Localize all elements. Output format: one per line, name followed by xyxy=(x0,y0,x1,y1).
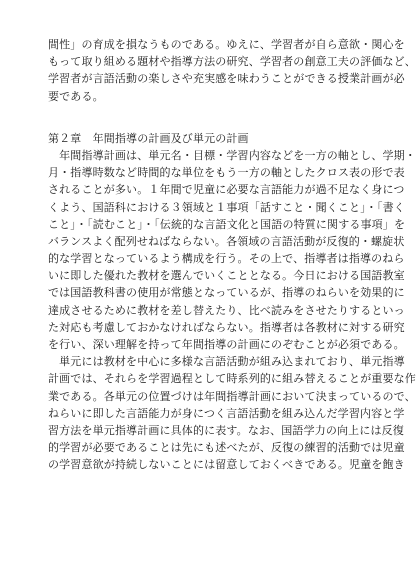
text-line: 要である。 xyxy=(48,89,104,103)
text-line: 業である。各単元の位置づけは年間指導計画において決まっているので、 xyxy=(48,389,416,403)
text-line: バランスよく配列せねばならない。各領域の言語活動が反復的・螺旋状 xyxy=(48,234,405,248)
text-line: 単元には教材を中心に多様な言語活動が組み込まれており、単元指導 xyxy=(48,355,405,369)
paragraph-annual-plan xyxy=(48,147,416,353)
text-line: ねらいに即した言語能力が身につく言語活動を組み込んだ学習内容と学 xyxy=(48,406,405,420)
text-line: を行い、深い理解を持って年間指導の計画にのぞむことが必須である。 xyxy=(48,338,405,351)
text-line: 的な学習となっているよう構成を行う。その上で、指導者は指導のねら xyxy=(48,252,405,266)
text-line: もって取り組める題材や指導方法の研究、学習者の創意工夫の評価など、 xyxy=(48,55,416,69)
text-line: た対応も考慮しておかなければならない。指導者は各教材に対する研究 xyxy=(48,320,405,334)
text-line: こと」・「読むこと」・「伝統的な言語文化と国語の特質に関する事項」を xyxy=(48,217,406,231)
section-gap xyxy=(48,105,364,130)
text-line: 月・指導時数など時間的な単位をもう一方の軸としたクロス表の形で表 xyxy=(48,166,405,180)
text-line: 的学習が必要であることは先にも述べたが、反復の練習的活動では児童 xyxy=(48,441,405,455)
text-line: されることが多い。１年間で児童に必要な言語能力が過不足なく身につ xyxy=(48,183,405,197)
text-line: いに即した優れた教材を選んでいくこととなる。今日における国語教室 xyxy=(48,269,405,283)
text-line: 計画では、それらを学習過程として時系列的に組み替えることが重要な作 xyxy=(48,372,416,386)
text-line: 年間指導計画は、単元名・目標・学習内容などを一方の軸とし、学期・ xyxy=(48,148,416,162)
chapter-heading: 第２章 年間指導の計画及び単元の計画 xyxy=(48,131,249,145)
text-line: 間性」の育成を損なうものである。ゆえに、学習者が自ら意欲・関心を xyxy=(48,38,405,51)
text-line: 学習者が言語活動の楽しさや充実感を味わうことができる授業計画が必 xyxy=(48,72,405,86)
text-line: の学習意欲が持続しないことには留意しておくべきである。児童を飽き xyxy=(48,458,405,472)
text-line: では国語教科書の使用が常態となっているが、指導のねらいを効果的に xyxy=(48,286,405,300)
text-line: 達成させるために教材を差し替えたり、比べ読みをさせたりするといっ xyxy=(48,303,405,317)
intro-paragraph xyxy=(48,36,416,105)
text-line: くよう、国語科における３領域と１事項「話すこと・聞くこと」・「書く xyxy=(48,200,405,214)
paragraph-unit-plan xyxy=(48,353,416,473)
text-line: 習方法を単元指導計画に具体的に表す。なお、国語学力の向上には反復 xyxy=(48,423,404,437)
